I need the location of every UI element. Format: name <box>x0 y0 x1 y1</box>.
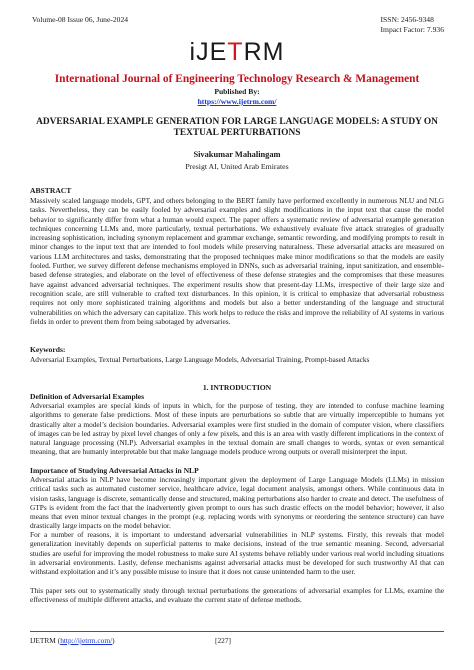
keywords-heading: Keywords: <box>30 345 66 354</box>
intro-paragraph-4: This paper sets out to systematically study through textual perturbations the generations of adversarial examples for LLMs, examine the effectiveness of multiple different attacks, and evaluate the current state of defense methods. <box>30 586 444 605</box>
published-by: Published By: <box>214 87 260 96</box>
page-number: [227] <box>215 636 232 645</box>
intro-paragraph-2: Adversarial attacks in NLP have become increasingly important given the deployment of Large Language Models (LLMs) in mission critical tasks such as automated customer service, healthcare advice, legal document analysis, amongst others. While continuous data in vision tasks, language is discrete, semantically dense and structured, making perturbations also harder to create and detect. The usefulness of GTPs is evident from the fact that the inadvertently given prompt to ours has such drastic effects on the model behavior; however, it also means that even minor textual changes in the prompt (e.g. replacing words with synonyms or reordering the sentence structure) can have drastically large impacts on the model behavior. <box>30 475 444 531</box>
issn-block <box>381 15 444 35</box>
publisher-link[interactable]: https://www.ijetrm.com/ <box>197 97 277 106</box>
intro-paragraph-3: For a number of reasons, it is important to understand adversarial vulnerabilities in NLP systems. Firstly, this reveals that model generalization inevitably depends on superficial patterns to make decisions, instead of the true semantic meaning. Second, adversarial studies are useful for improving the model robustness to make sure AI systems behave reliably under various real world including situations in adversarial environments. Lastly, defense mechanisms against adversarial attacks must be developed for such trustworthy AI that can withstand exploitation and it’s any possible misuse to insure that it does not cause unintended harm to the user. <box>30 530 444 577</box>
author-name: Sivakumar Mahalingam <box>193 150 281 159</box>
keywords-text: Adversarial Examples, Textual Perturbations, Large Language Models, Adversarial Training, Prompt-based Attacks <box>30 355 370 364</box>
footer-journal-link[interactable]: http://ijetrm.com/ <box>60 636 113 645</box>
paper-title: ADVERSARIAL EXAMPLE GENERATION FOR LARGE LANGUAGE MODELS: A STUDY ON TEXTUAL PERTURBATIONS <box>36 117 438 138</box>
author-affiliation: Presigt AI, United Arab Emirates <box>185 162 289 171</box>
impact-factor: Impact Factor: 7.936 <box>380 25 444 34</box>
journal-logo: iJETRM <box>189 38 285 66</box>
journal-name: International Journal of Engineering Technology Research & Management <box>54 73 420 85</box>
subheading-definition: Definition of Adversarial Examples <box>30 392 145 401</box>
issn: ISSN: 2456-9348 <box>380 15 434 24</box>
footer-journal-abbr: IJETRM <box>30 636 56 645</box>
footer-divider <box>30 631 444 632</box>
subheading-importance: Importance of Studying Adversarial Attacks in NLP <box>30 466 199 475</box>
intro-paragraph-1: Adversarial examples are special kinds of inputs in which, for the purpose of testing, they are intended to confuse machine learning algorithms to generate false predictions. Most of these inputs are perturbations so subtle that are virtually imperceptible to humans yet drastically alter a model’s decision boundaries. Adversarial examples were first studied in the domain of computer vision, where classifiers of images can be led astray by pixel level changes of only a few pixels, and this is an area with vastly different implications in the context of natural language processing (NLP). Adversarial examples in the textual domain are small changes to words, syntax or even semantical meaning, that are humanly interpretable but that make language models produce wrong outputs or overall misinterpret the input. <box>30 401 444 457</box>
abstract-text: Massively scaled language models, GPT, and others belonging to the BERT family have performed excellently in numerous NLU and NLG tasks. Nevertheless, they can be easily fooled by adversarial examples and slight modifications in the input text that cause the model behavior to significantly differ from what a human would expect. The paper offers a systematic review of adversarial example generation techniques concerning LLMs and, more particularly, textual perturbations. We exhaustively evaluate five attack strategies of gradually increasing sophistication, including synonym replacement and grammar exchange, semantic rewording, and modifying prompts to result in minor changes to the input text that are intended to fool models while preserving naturalness. These adversarial attacks are measured on various LLM architectures and tasks, demonstrating that the proposed techniques make minor modifications so that the models are easily fooled. Further, we survey different defense mechanisms employed in DNNs, such as adversarial training, input sanitization, and ensemble-based defense strategies, and elaborate on the level of effectiveness of these defense strategies and the compromises that these measures have against advanced adversarial techniques. The experiment results show that present-day LLMs, irrespective of their large size and recognition scale, are still vulnerable to crafted text disturbances. In this opinion, it is critical to emphasize that adversarial robustness requires not only more sophisticated training algorithms and models but also a better understanding of the language and structural vulnerabilities on which the adversary can capitalize. This work helps to reduce the risks and improve the reliability of AI systems in various fields in order to prevent them from being sabotaged by adversaries. <box>30 196 444 326</box>
abstract-heading: ABSTRACT <box>30 186 72 195</box>
footer-journal: IJETRM (http://ijetrm.com/) <box>30 636 115 645</box>
volume-issue: Volume-08 Issue 06, June-2024 <box>32 15 129 24</box>
section-heading-introduction: 1. INTRODUCTION <box>202 383 272 392</box>
